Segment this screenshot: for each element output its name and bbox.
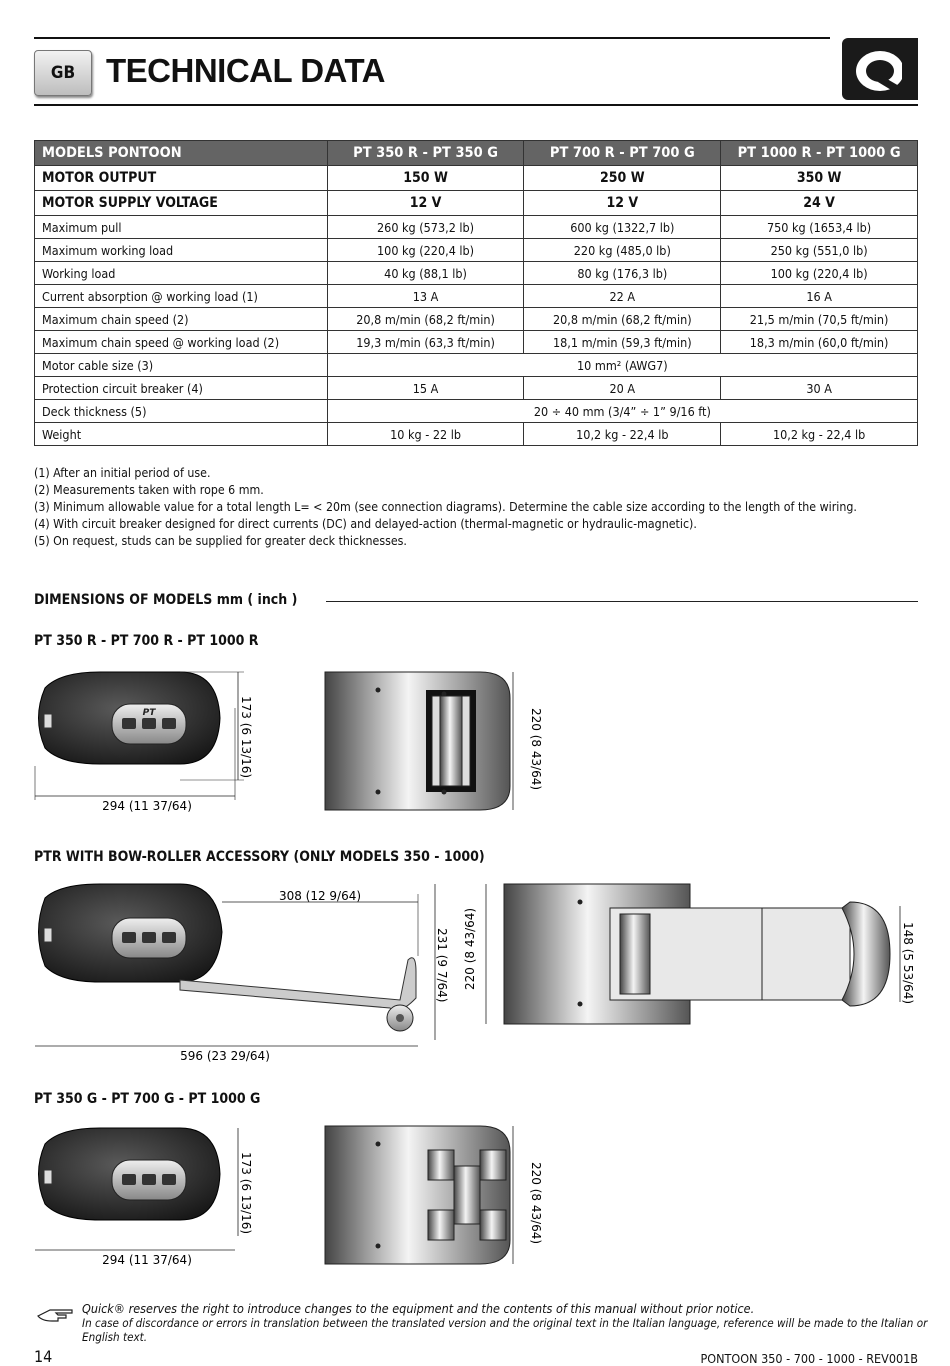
dimension-top-height-label: 220 (8 43/64)	[529, 708, 543, 791]
technical-data-table	[34, 140, 918, 446]
quick-logo-icon	[842, 38, 918, 100]
dimensions-heading: DIMENSIONS OF MODELS mm ( inch )	[34, 592, 298, 608]
dimension-total-label: 596 (23 29/64)	[180, 1049, 270, 1063]
table-cell: 250 kg (551,0 lb)	[721, 239, 918, 262]
row-label: Maximum pull	[35, 216, 328, 239]
table-cell: 750 kg (1653,4 lb)	[721, 216, 918, 239]
dimension-height-label: 173 (6 13/16)	[239, 696, 253, 779]
language-badge: GB	[34, 50, 92, 96]
footnote: (4) With circuit breaker designed for direct currents (DC) and delayed-action (thermal-magnetic or hydraulic-magnetic).	[34, 517, 697, 531]
table-row	[35, 216, 918, 239]
table-cell: 13 A	[327, 285, 524, 308]
table-cell: 220 kg (485,0 lb)	[524, 239, 721, 262]
winch-top-view-g	[320, 1122, 550, 1272]
table-header-row	[35, 141, 918, 166]
table-row	[35, 285, 918, 308]
column-header: PT 700 R - PT 700 G	[524, 141, 721, 166]
table-row	[35, 354, 918, 377]
winch-top-view-r	[320, 668, 550, 818]
dimension-arm-label: 308 (12 9/64)	[278, 889, 362, 903]
table-cell: 100 kg (220,4 lb)	[721, 262, 918, 285]
disclaimer	[82, 1302, 950, 1344]
row-label: Maximum chain speed (2)	[35, 308, 328, 331]
table-row	[35, 262, 918, 285]
table-cell: 21,5 m/min (70,5 ft/min)	[721, 308, 918, 331]
table-cell: 10,2 kg - 22,4 lb	[524, 423, 721, 446]
table-cell: 20 A	[524, 377, 721, 400]
section-title-ptr: PTR WITH BOW-ROLLER ACCESSORY (ONLY MODELS 350 - 1000)	[34, 849, 485, 865]
dimension-width-label: 294 (11 37/64)	[102, 1253, 192, 1267]
page-number: 14	[34, 1347, 53, 1366]
footnote: (3) Minimum allowable value for a total length L= < 20m (see connection diagrams). Determine the cable size according to the length of the wiring.	[34, 500, 857, 514]
table-cell: 12 V	[524, 191, 721, 216]
row-label: Deck thickness (5)	[35, 400, 328, 423]
column-header: PT 1000 R - PT 1000 G	[721, 141, 918, 166]
dimension-width-label: 294 (11 37/64)	[102, 799, 192, 813]
table-cell: 12 V	[327, 191, 524, 216]
dimension-height-label: 231 (9 7/64)	[435, 928, 449, 1003]
row-label: Motor cable size (3)	[35, 354, 328, 377]
section-title-r: PT 350 R - PT 700 R - PT 1000 R	[34, 633, 259, 649]
table-cell: 20,8 m/min (68,2 ft/min)	[327, 308, 524, 331]
row-label: MOTOR OUTPUT	[35, 166, 328, 191]
row-label: MOTOR SUPPLY VOLTAGE	[35, 191, 328, 216]
table-cell: 20,8 m/min (68,2 ft/min)	[524, 308, 721, 331]
dimension-roller-label: 148 (5 53/64)	[901, 922, 915, 1005]
winch-top-view-ptr	[463, 880, 920, 1030]
header-bottom-rule	[34, 104, 918, 106]
table-cell: 30 A	[721, 377, 918, 400]
table-row	[35, 308, 918, 331]
table-cell: 10,2 kg - 22,4 lb	[721, 423, 918, 446]
table-cell: 18,3 m/min (60,0 ft/min)	[721, 331, 918, 354]
row-label: Protection circuit breaker (4)	[35, 377, 328, 400]
winch-side-view-r	[30, 668, 260, 818]
footnote: (5) On request, studs can be supplied for greater deck thicknesses.	[34, 534, 407, 548]
table-cell: 40 kg (88,1 lb)	[327, 262, 524, 285]
table-cell: 80 kg (176,3 lb)	[524, 262, 721, 285]
document-reference: PONTOON 350 - 700 - 1000 - REV001B	[700, 1351, 918, 1366]
table-cell: 20 ÷ 40 mm (3/4” ÷ 1” 9/16 ft)	[327, 400, 917, 423]
row-label: Working load	[35, 262, 328, 285]
table-cell: 18,1 m/min (59,3 ft/min)	[524, 331, 721, 354]
footnote: (1) After an initial period of use.	[34, 466, 211, 480]
table-cell: 22 A	[524, 285, 721, 308]
table-cell: 10 mm² (AWG7)	[327, 354, 917, 377]
disclaimer-line: Quick® reserves the right to introduce changes to the equipment and the contents of this manual without prior notice.	[82, 1301, 755, 1316]
row-label: Maximum chain speed @ working load (2)	[35, 331, 328, 354]
table-row	[35, 377, 918, 400]
row-label: Current absorption @ working load (1)	[35, 285, 328, 308]
dimension-top-height-label: 220 (8 43/64)	[529, 1162, 543, 1245]
column-header: MODELS PONTOON	[35, 141, 328, 166]
section-title-g: PT 350 G - PT 700 G - PT 1000 G	[34, 1091, 261, 1107]
table-row	[35, 191, 918, 216]
table-cell: 350 W	[721, 166, 918, 191]
table-row	[35, 166, 918, 191]
table-cell: 15 A	[327, 377, 524, 400]
table-cell: 24 V	[721, 191, 918, 216]
winch-side-view-ptr	[30, 880, 460, 1065]
column-header: PT 350 R - PT 350 G	[327, 141, 524, 166]
footnotes	[34, 465, 857, 550]
footnote: (2) Measurements taken with rope 6 mm.	[34, 483, 264, 497]
row-label: Maximum working load	[35, 239, 328, 262]
dimension-top-height-label: 220 (8 43/64)	[463, 907, 477, 990]
table-row	[35, 423, 918, 446]
table-cell: 150 W	[327, 166, 524, 191]
table-cell: 16 A	[721, 285, 918, 308]
winch-badge: PT	[142, 708, 156, 718]
page-title: TECHNICAL DATA	[106, 52, 385, 89]
table-cell: 10 kg - 22 lb	[327, 423, 524, 446]
header-top-rule	[34, 37, 830, 39]
table-cell: 600 kg (1322,7 lb)	[524, 216, 721, 239]
dimensions-heading-rule	[326, 601, 918, 602]
table-row	[35, 239, 918, 262]
table-cell: 250 W	[524, 166, 721, 191]
table-row	[35, 400, 918, 423]
table-cell: 19,3 m/min (63,3 ft/min)	[327, 331, 524, 354]
dimension-height-label: 173 (6 13/16)	[239, 1152, 253, 1235]
table-cell: 260 kg (573,2 lb)	[327, 216, 524, 239]
disclaimer-line: In case of discordance or errors in translation between the translated version and the original text in the Italian language, reference will be made to the Italian or English text.	[82, 1316, 928, 1344]
pointing-hand-icon	[36, 1304, 76, 1326]
table-row	[35, 331, 918, 354]
winch-side-view-g	[30, 1124, 260, 1274]
table-cell: 100 kg (220,4 lb)	[327, 239, 524, 262]
row-label: Weight	[35, 423, 328, 446]
